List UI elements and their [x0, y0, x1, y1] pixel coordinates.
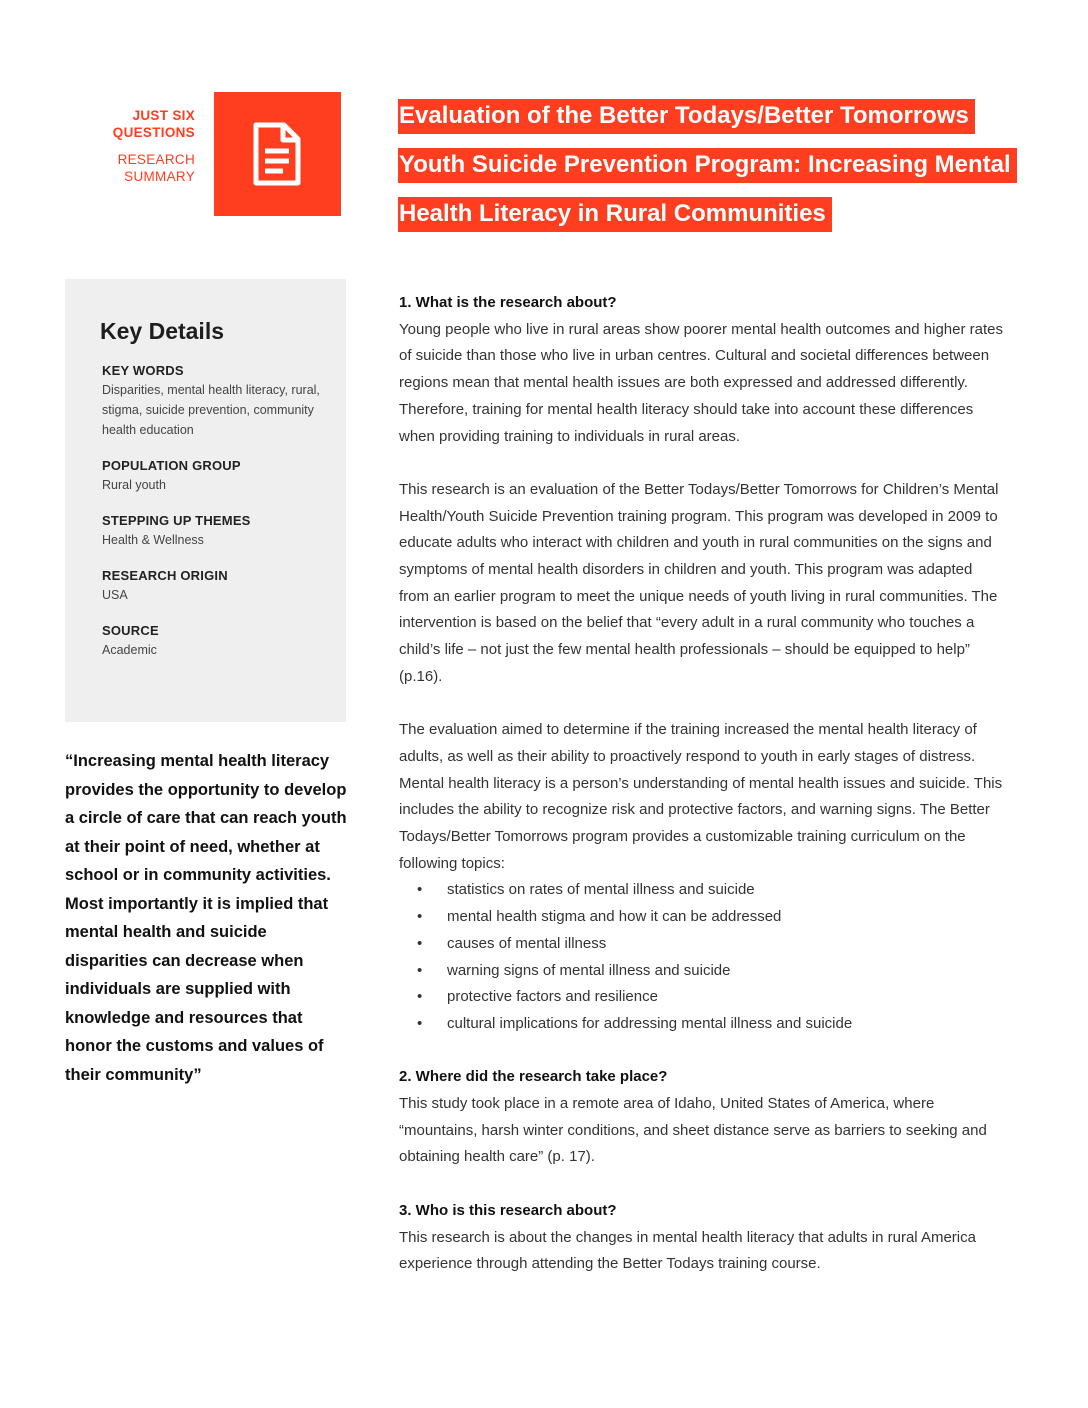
key-details-panel: [65, 279, 346, 722]
key-detail-keywords: [102, 362, 334, 440]
list-item: • statistics on rates of mental illness and suicide: [399, 877, 1004, 904]
list-item: • warning signs of mental illness and suicide: [399, 958, 1004, 985]
page-title-text: Evaluation of the Better Todays/Better Tomorrows Youth Suicide Prevention Program: Increasing Mental Health Literacy in Rural Communities: [398, 99, 1017, 232]
key-detail-label: KEY WORDS: [102, 363, 184, 378]
key-details-heading: Key Details: [100, 318, 225, 344]
list-item: • cultural implications for addressing mental illness and suicide: [399, 1011, 1004, 1038]
key-detail-value: Health & Wellness: [102, 533, 204, 547]
question-3-paragraph: This research is about the changes in mental health literacy that adults in rural America experience through attending the Better Todays training course.: [399, 1228, 976, 1273]
key-details-list: [102, 362, 334, 677]
list-item: • causes of mental illness: [399, 931, 1004, 958]
brand-subtitle-line-1: RESEARCH: [117, 152, 195, 167]
list-item: • protective factors and resilience: [399, 984, 1004, 1011]
brand-subtitle-line-2: SUMMARY: [124, 169, 195, 184]
pull-quote: “Increasing mental health literacy provides the opportunity to develop a circle of care that can reach youth at their point of need, whether at school or in community activities. Most importantly it is implied that mental health and suicide disparities can decrease when individuals are supplied with knowledge and resources that honor the customs and values of their community”: [65, 752, 347, 1084]
topics-list: [399, 877, 1004, 1037]
question-2-paragraph: This study took place in a remote area of Idaho, United States of America, where “mountains, harsh winter conditions, and sheet distance serve as barriers to seeking and obtaining health care” (p. 17).: [399, 1095, 987, 1166]
brand-subtitle: [113, 151, 195, 185]
list-item: • mental health stigma and how it can be addressed: [399, 904, 1004, 931]
brand-title: [113, 107, 195, 141]
key-detail-themes: [102, 512, 334, 550]
question-1-paragraph: The evaluation aimed to determine if the training increased the mental health literacy of adults, as well as their ability to proactively respond to youth in early stages of distress. Mental health literacy is a person’s understanding of mental health issues and suicide. This includes the ability to recognize risk and protective factors, and warning signs. The Better Todays/Better Tomorrows program provides a customizable training curriculum on the following topics:: [399, 721, 1003, 872]
key-detail-source: [102, 622, 334, 660]
key-detail-value: Academic: [102, 643, 157, 657]
question-3-heading: 3. Who is this research about?: [399, 1201, 617, 1219]
key-detail-origin: [102, 567, 334, 605]
brand-label: [113, 107, 195, 185]
document-icon: [252, 122, 302, 186]
key-detail-label: RESEARCH ORIGIN: [102, 568, 228, 583]
main-content: [399, 290, 1004, 1305]
question-2-heading: 2. Where did the research take place?: [399, 1068, 668, 1086]
question-1-paragraph: Young people who live in rural areas show poorer mental health outcomes and higher rates of suicide than those who live in urban centres. Cultural and societal differences between regions mean that mental health issues are both expressed and addressed differently. Therefore, training for mental health literacy should take into account these differences when providing training to individuals in rural areas.: [399, 320, 1003, 445]
key-detail-value: USA: [102, 588, 128, 602]
brand-title-line-2: QUESTIONS: [112, 125, 195, 140]
key-detail-label: POPULATION GROUP: [102, 458, 241, 473]
key-detail-label: SOURCE: [102, 623, 159, 638]
brand-title-line-1: JUST SIX: [132, 108, 195, 123]
question-1-heading: 1. What is the research about?: [399, 294, 617, 311]
page-title: [398, 91, 1038, 238]
logo-box: [214, 92, 341, 216]
key-detail-value: Disparities, mental health literacy, rural, stigma, suicide prevention, community health education: [102, 383, 320, 437]
key-detail-population-group: [102, 457, 334, 495]
key-detail-label: STEPPING UP THEMES: [102, 513, 251, 528]
question-1-paragraph: This research is an evaluation of the Better Todays/Better Tomorrows for Children’s Mental Health/Youth Suicide Prevention training program. This program was developed in 2009 to educate adults who interact with children and youth in rural communities on the signs and symptoms of mental health disorders in children and youth. This program was adapted from an earlier program to meet the unique needs of youth living in rural communities. The intervention is based on the belief that “every adult in a rural community who touches a child’s life – not just the few mental health professionals – should be equipped to help” (p.16).: [399, 480, 999, 685]
key-detail-value: Rural youth: [102, 478, 166, 492]
